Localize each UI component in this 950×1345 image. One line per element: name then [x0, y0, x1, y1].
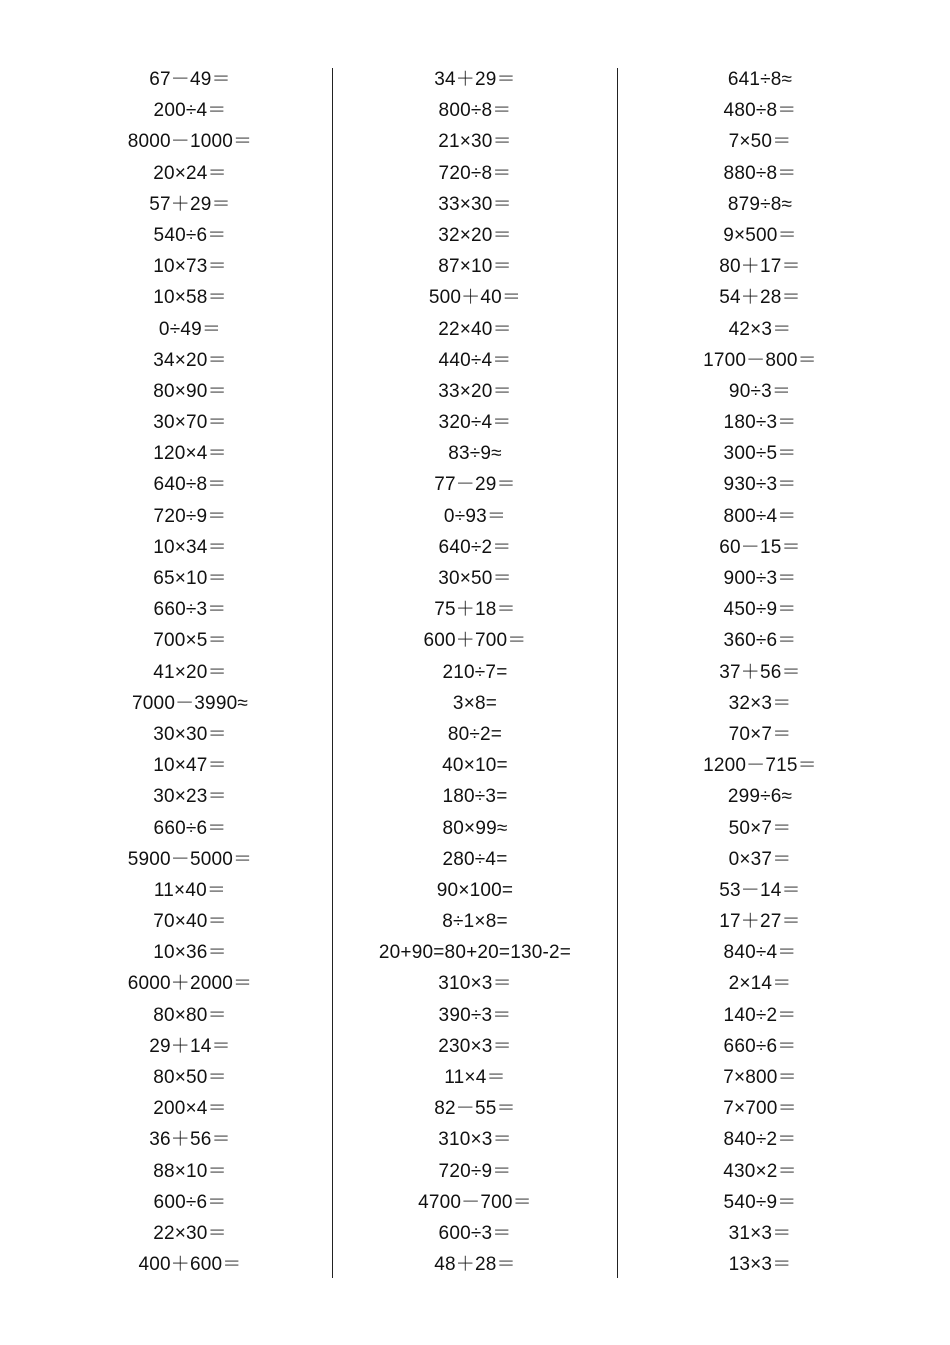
math-problem: 660÷6＝: [153, 817, 227, 839]
math-problem: 720÷9＝: [153, 505, 227, 527]
math-problem: 180÷3＝: [723, 412, 797, 434]
math-problem: 9×500＝: [723, 224, 797, 246]
math-problem: 200÷4＝: [153, 100, 227, 122]
math-problem: 11×40＝: [153, 879, 227, 901]
math-problem: 840÷2＝: [723, 1129, 797, 1151]
math-problem: 210÷7=: [442, 661, 508, 683]
math-problem: 700×5＝: [153, 630, 227, 652]
math-problem: 440÷4＝: [438, 349, 512, 371]
math-problem: 30×70＝: [153, 412, 227, 434]
math-problem: 430×2＝: [723, 1160, 797, 1182]
math-problem: 75＋18＝: [434, 599, 516, 621]
math-problem: 390÷3＝: [438, 1004, 512, 1026]
math-problem: 37＋56＝: [719, 661, 801, 683]
math-problem: 0÷49＝: [158, 318, 222, 340]
math-problem: 230×3＝: [438, 1035, 512, 1057]
math-problem: 80×90＝: [153, 380, 227, 402]
math-problem: 310×3＝: [438, 973, 512, 995]
math-problem: 48＋28＝: [434, 1254, 516, 1276]
math-problem: 0÷93＝: [443, 505, 507, 527]
math-problem: 20×24＝: [153, 162, 227, 184]
math-problem: 310×3＝: [438, 1129, 512, 1151]
math-problem: 53－14＝: [719, 879, 801, 901]
math-problem: 30×23＝: [153, 786, 227, 808]
math-problem: 5900－5000＝: [127, 848, 253, 870]
math-problem: 640÷8＝: [153, 474, 227, 496]
problem-column-1: [48, 64, 332, 1280]
math-problem: 82－55＝: [434, 1098, 516, 1120]
math-problem: 450÷9＝: [723, 599, 797, 621]
math-problem: 930÷3＝: [723, 474, 797, 496]
math-problem: 6000＋2000＝: [127, 973, 253, 995]
math-problem: 90÷3＝: [728, 380, 792, 402]
math-problem: 600＋700＝: [423, 630, 527, 652]
math-problem: 540÷6＝: [153, 224, 227, 246]
math-problem: 67－49＝: [149, 69, 231, 90]
math-problem: 54＋28＝: [719, 287, 801, 309]
math-problem: 50×7＝: [728, 817, 792, 839]
problem-column-3: [618, 64, 902, 1280]
math-problem: 0×37＝: [728, 848, 792, 870]
math-problem: 90×100=: [436, 879, 514, 901]
math-problem: 300÷5＝: [723, 443, 797, 465]
math-problem: 640÷2＝: [438, 536, 512, 558]
math-problem: 140÷2＝: [723, 1004, 797, 1026]
math-problem: 8000－1000＝: [127, 131, 253, 153]
math-problem: 660÷3＝: [153, 599, 227, 621]
math-problem: 500＋40＝: [428, 287, 522, 309]
math-problem: 88×10＝: [153, 1160, 227, 1182]
math-problem: 83÷9≈: [448, 443, 502, 465]
math-problem: 20+90=80+20=130-2=: [378, 942, 572, 964]
math-problem: 8÷1×8=: [442, 911, 508, 933]
math-problem: 13×3＝: [728, 1254, 792, 1276]
math-problem: 800÷4＝: [723, 505, 797, 527]
math-problem: 7×50＝: [728, 131, 792, 153]
math-problem: 299÷6≈: [727, 786, 793, 808]
math-problem: 400＋600＝: [138, 1254, 242, 1276]
math-problem: 900÷3＝: [723, 568, 797, 589]
math-problem: 41×20＝: [153, 661, 227, 683]
math-problem: 70×7＝: [728, 723, 792, 745]
math-problem: 1700－800＝: [703, 349, 817, 371]
math-problem: 120×4＝: [153, 443, 227, 465]
math-problem: 480÷8＝: [723, 100, 797, 122]
math-problem: 22×30＝: [153, 1222, 227, 1244]
math-problem: 10×36＝: [153, 942, 227, 964]
math-problem: 87×10＝: [438, 256, 512, 278]
math-problem: 10×34＝: [153, 536, 227, 558]
math-problem: 80＋17＝: [719, 256, 801, 278]
math-problem: 29＋14＝: [149, 1035, 231, 1057]
math-problem: 34×20＝: [153, 349, 227, 371]
math-problem: 280÷4=: [442, 848, 508, 870]
math-problem: 22×40＝: [438, 318, 512, 340]
math-problem: 70×40＝: [153, 911, 227, 933]
math-problem: 10×47＝: [153, 755, 227, 777]
math-problem: 641÷8≈: [727, 69, 793, 90]
worksheet: [48, 64, 902, 1280]
math-problem: 80×80＝: [153, 1004, 227, 1026]
math-problem: 33×30＝: [438, 193, 512, 215]
math-problem: 21×30＝: [438, 131, 512, 153]
math-problem: 660÷6＝: [723, 1035, 797, 1057]
math-problem: 11×4＝: [444, 1067, 506, 1088]
math-problem: 600÷3＝: [438, 1222, 512, 1244]
math-problem: 42×3＝: [728, 318, 792, 340]
math-problem: 180÷3=: [442, 786, 508, 808]
math-problem: 57＋29＝: [149, 193, 231, 215]
math-problem: 4700－700＝: [418, 1191, 532, 1213]
math-problem: 540÷9＝: [723, 1191, 797, 1213]
math-problem: 7000－3990≈: [132, 692, 248, 714]
math-problem: 30×30＝: [153, 723, 227, 745]
math-problem: 31×3＝: [728, 1222, 792, 1244]
math-problem: 34＋29＝: [434, 69, 516, 90]
math-problem: 36＋56＝: [149, 1129, 231, 1151]
math-problem: 360÷6＝: [723, 630, 797, 652]
math-problem: 7×800＝: [723, 1067, 797, 1088]
math-problem: 7×700＝: [723, 1098, 797, 1120]
math-problem: 80÷2=: [447, 723, 503, 745]
math-problem: 2×14＝: [728, 973, 792, 995]
problem-column-2: [333, 64, 617, 1280]
math-problem: 10×58＝: [153, 287, 227, 309]
math-problem: 840÷4＝: [723, 942, 797, 964]
math-problem: 30×50＝: [438, 568, 512, 589]
math-problem: 32×20＝: [438, 224, 512, 246]
math-problem: 32×3＝: [728, 692, 792, 714]
math-problem: 3×8=: [452, 692, 498, 714]
math-problem: 17＋27＝: [719, 911, 801, 933]
math-problem: 1200－715＝: [703, 755, 817, 777]
math-problem: 200×4＝: [153, 1098, 227, 1120]
math-problem: 33×20＝: [438, 380, 512, 402]
math-problem: 880÷8＝: [723, 162, 797, 184]
math-problem: 10×73＝: [153, 256, 227, 278]
math-problem: 879÷8≈: [727, 193, 793, 215]
math-problem: 77－29＝: [434, 474, 516, 496]
math-problem: 80×99≈: [442, 817, 508, 839]
math-problem: 800÷8＝: [438, 100, 512, 122]
math-problem: 65×10＝: [153, 568, 227, 589]
math-problem: 720÷8＝: [438, 162, 512, 184]
math-problem: 40×10=: [442, 755, 508, 777]
math-problem: 60－15＝: [719, 536, 801, 558]
math-problem: 80×50＝: [153, 1067, 227, 1088]
math-problem: 320÷4＝: [438, 412, 512, 434]
math-problem: 720÷9＝: [438, 1160, 512, 1182]
math-problem: 600÷6＝: [153, 1191, 227, 1213]
